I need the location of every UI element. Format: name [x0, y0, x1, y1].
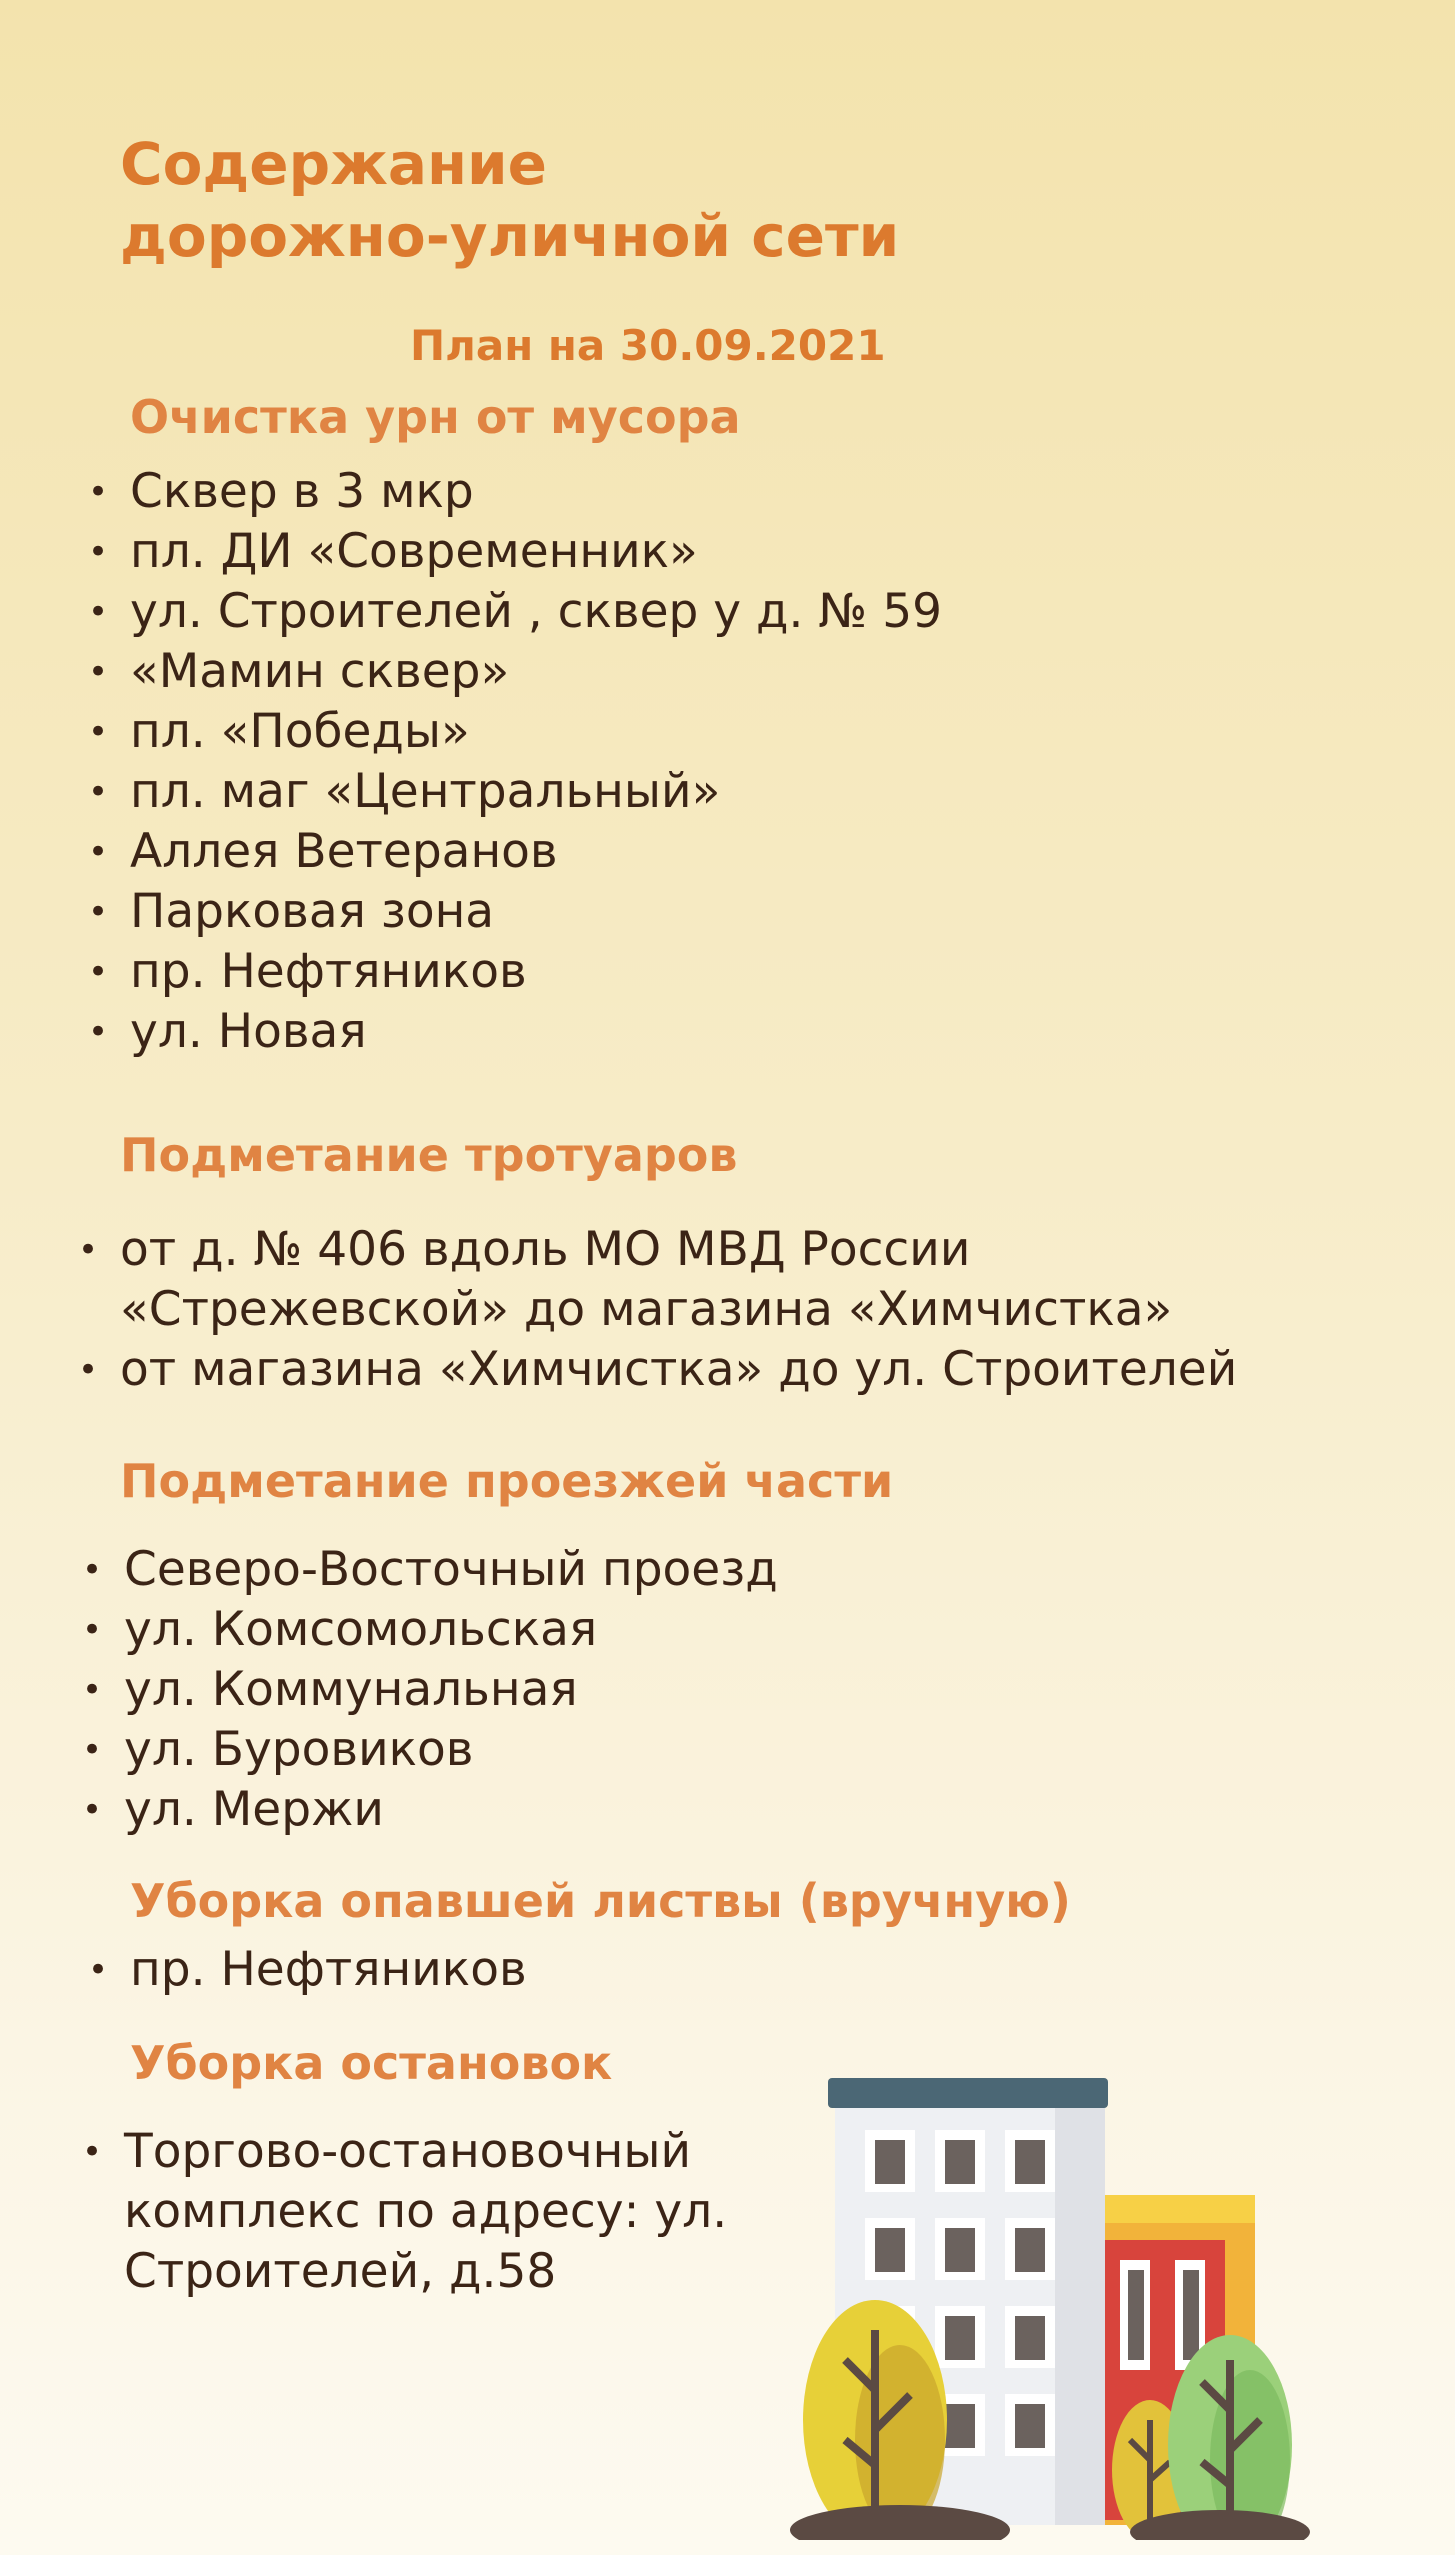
list-item: • ул. Комсомольская — [124, 1600, 778, 1660]
list-item: • пл. маг «Центральный» — [130, 762, 942, 822]
list-item-line: комплекс по адресу: ул. — [124, 2184, 728, 2239]
section-heading-roadway: Подметание проезжей части — [120, 1454, 894, 1508]
list-leaves — [130, 1940, 527, 2000]
list-item: • пл. «Победы» — [130, 702, 942, 762]
section-heading-stops: Уборка остановок — [130, 2036, 613, 2090]
building-with-trees-icon — [790, 2070, 1310, 2540]
list-bins — [130, 462, 942, 1062]
list-item: • пл. ДИ «Современник» — [130, 522, 942, 582]
list-item: • Северо-Восточный проезд — [124, 1540, 778, 1600]
page-title — [120, 128, 899, 272]
list-item-line: Строителей, д.58 — [124, 2244, 557, 2299]
list-sidewalks — [120, 1220, 1237, 1400]
plan-date: План на 30.09.2021 — [410, 321, 886, 370]
list-item: • пр. Нефтяников — [130, 942, 942, 1002]
list-item-line: от д. № 406 вдоль МО МВД России — [120, 1222, 971, 1277]
list-item-line: «Стрежевской» до магазина «Химчистка» — [120, 1282, 1173, 1337]
list-item: • Сквер в 3 мкр — [130, 462, 942, 522]
list-item — [124, 2122, 727, 2302]
list-item: • от магазина «Химчистка» до ул. Строителей — [120, 1340, 1237, 1400]
list-stops — [124, 2122, 727, 2302]
section-heading-bins: Очистка урн от мусора — [130, 390, 741, 444]
list-item-line: Торгово-остановочный — [124, 2124, 692, 2179]
title-line-2: дорожно-уличной сети — [120, 202, 900, 270]
section-heading-leaves: Уборка опавшей листвы (вручную) — [130, 1874, 1071, 1928]
title-line-1: Содержание — [120, 130, 548, 198]
section-heading-sidewalks: Подметание тротуаров — [120, 1128, 738, 1182]
list-item: • ул. Строителей , сквер у д. № 59 — [130, 582, 942, 642]
list-item: • Парковая зона — [130, 882, 942, 942]
list-item: • ул. Коммунальная — [124, 1660, 778, 1720]
list-item: • ул. Мержи — [124, 1780, 778, 1840]
list-item: • ул. Новая — [130, 1002, 942, 1062]
list-item: • ул. Буровиков — [124, 1720, 778, 1780]
list-item — [120, 1220, 1237, 1340]
list-item: • «Мамин сквер» — [130, 642, 942, 702]
list-item: • Аллея Ветеранов — [130, 822, 942, 882]
list-roadway — [124, 1540, 778, 1840]
list-item: • пр. Нефтяников — [130, 1940, 527, 2000]
